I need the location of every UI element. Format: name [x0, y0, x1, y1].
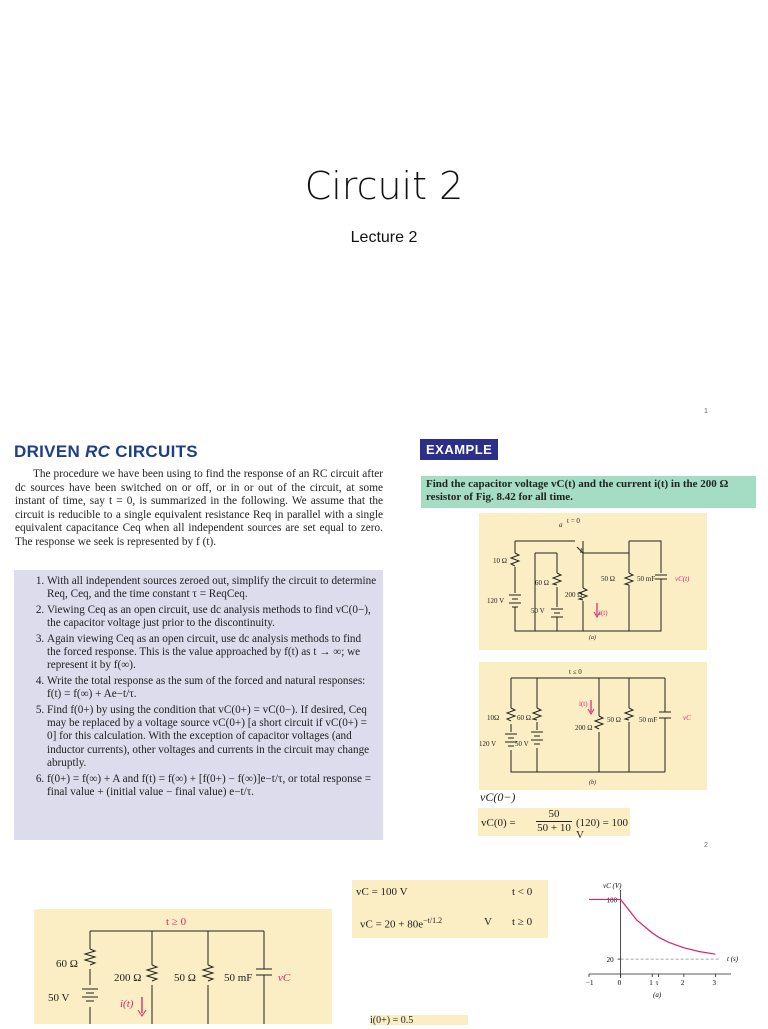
circuit-a-r3: 200 Ω	[565, 591, 583, 599]
circuit-b-caption: (b)	[589, 780, 596, 786]
vc0-eq-num: 50	[548, 808, 560, 820]
circuit-c-r2: 200 Ω	[114, 972, 142, 984]
response-equations	[352, 880, 548, 938]
circuit-b-r3: 200 Ω	[575, 724, 593, 732]
circuit-a-v2: 50 V	[531, 607, 545, 615]
graph-y-tick-label: 20	[606, 956, 614, 965]
resp-line2-lhs: vC = 20 + 80e	[360, 918, 424, 931]
circuit-b-vc: vC	[683, 714, 691, 722]
circuit-b-figure	[479, 662, 707, 790]
resp-line2-unit: V	[484, 916, 492, 928]
resp-line1-cond: t < 0	[512, 886, 533, 898]
circuit-a-t-label: t = 0	[567, 517, 580, 525]
procedure-step: 5. Find f(0+) by using the condition that vC(0+) = vC(0−). If desired, Ceq may be replaced by a voltage source vC(0+) [a short circuit if vC(0+) = 0] for this calculation. With the exception of capacitor voltages (and inductor currents), other voltages and currents in the circuit may change abruptly.	[47, 704, 377, 771]
response-graph-svg	[575, 878, 745, 1003]
circuit-c-diagram	[34, 909, 332, 1024]
circuit-c-r3: 50 Ω	[174, 972, 196, 984]
vc0-equation	[478, 808, 630, 841]
graph-x-tick-label: τ	[655, 979, 659, 987]
heading-italic: RC	[85, 442, 111, 461]
graph-y-tick-label: 100	[606, 896, 618, 905]
graph-ylabel: vC (V)	[603, 882, 622, 890]
circuit-c-cap: 50 mF	[224, 972, 253, 984]
procedure-box	[14, 570, 383, 840]
circuit-a-r1: 10 Ω	[493, 557, 507, 565]
heading-suffix: CIRCUITS	[110, 442, 198, 461]
graph-x-tick-label: −1	[586, 979, 594, 987]
graph-x-tick-label: 2	[680, 979, 685, 987]
circuit-c-r1: 60 Ω	[56, 958, 78, 970]
circuit-b-current: i(t)	[579, 700, 588, 708]
circuit-b-r2: 60 Ω	[517, 714, 531, 722]
graph-series-line	[589, 899, 716, 954]
circuit-a-cap: 50 mF	[637, 575, 656, 583]
circuit-a-v1: 120 V	[487, 597, 505, 605]
circuit-b-r1: 10Ω	[487, 714, 500, 722]
resp-line2-exp: −t/1.2	[423, 916, 443, 925]
vc0-eq-rhs: (120) = 100 V	[576, 817, 629, 841]
circuit-b-cap: 50 mF	[639, 716, 658, 724]
circuit-a-diagram	[479, 513, 707, 650]
intro-paragraph: The procedure we have been using to find the response of an RC circuit after dc sources have been switched on or off, or in or out of the circuit, at some instant of time, say t = 0, is summarized in the following. We assume that the circuit is reducible to a single equivalent resistance Req in parallel with a single equivalent capacitance Ceq when all independent sources are set equal to zero. The response we seek is represented by f (t).	[15, 468, 383, 548]
circuit-c-figure	[34, 909, 332, 1024]
page-number-2: 2	[704, 842, 708, 849]
slide-title: Circuit 2	[304, 164, 464, 208]
circuit-c-t-label: t ≥ 0	[166, 916, 187, 928]
circuit-c-v1: 50 V	[48, 992, 70, 1004]
section-heading	[14, 442, 198, 462]
vc0-eq-den: 50 + 10	[537, 822, 571, 834]
graph-xlabel: t (s)	[727, 955, 739, 963]
circuit-a-node-b: b	[580, 547, 584, 555]
circuit-a-current: i(t)	[599, 609, 608, 617]
resp-line2	[360, 916, 442, 931]
graph-x-tick-label: 3	[712, 979, 717, 987]
page-number-1: 1	[704, 408, 708, 415]
example-prompt: Find the capacitor voltage vC(t) and the current i(t) in the 200 Ω resistor of Fig. 8.42 for all time.	[421, 476, 756, 508]
graph-x-tick-label: 0	[617, 979, 622, 987]
circuit-c-vc: vC	[278, 972, 291, 984]
procedure-step: 2. Viewing Ceq as an open circuit, use dc analysis methods to find vC(0−), the capacitor voltage just prior to the discontinuity.	[47, 604, 377, 631]
circuit-b-diagram	[479, 662, 707, 790]
circuit-b-v2: 50 V	[515, 740, 529, 748]
procedure-step: 3. Again viewing Ceq as an open circuit, use dc analysis methods to find the forced response. This is the value approached by f(t) as t → ∞; we represent it by f(∞).	[47, 633, 377, 673]
procedure-list	[20, 575, 377, 800]
circuit-a-figure	[479, 513, 707, 650]
graph-x-tick-label: 1	[649, 979, 653, 987]
vc0-label: vC(0−)	[480, 790, 516, 804]
vc0-eq-lhs: vC(0) =	[481, 817, 516, 829]
example-badge: EXAMPLE	[420, 439, 498, 460]
bottom-partial-equation: i(0+) = 0.5	[370, 1015, 468, 1025]
circuit-c-current: i(t)	[120, 998, 134, 1010]
circuit-a-node-a: a	[559, 521, 563, 529]
graph-caption: (a)	[653, 991, 662, 999]
circuit-a-caption: (a)	[589, 635, 596, 641]
circuit-a-vc: vC(t)	[675, 575, 690, 583]
circuit-b-v1: 120 V	[479, 740, 497, 748]
response-graph	[575, 878, 745, 1003]
resp-line1-lhs: vC = 100 V	[356, 886, 408, 898]
circuit-a-r2: 60 Ω	[535, 579, 549, 587]
circuit-b-r4: 50 Ω	[607, 716, 621, 724]
circuit-a-r4: 50 Ω	[601, 575, 615, 583]
circuit-b-t-label: t ≤ 0	[569, 668, 582, 676]
procedure-step: 6. f(0+) = f(∞) + A and f(t) = f(∞) + [f(0+) − f(∞)]e−t/τ, or total response = final value + (initial value − final value) e−t/τ.	[47, 773, 377, 800]
slide-subtitle: Lecture 2	[350, 229, 418, 246]
procedure-step: 1. With all independent sources zeroed out, simplify the circuit to determine Req, Ceq, and the time constant τ = ReqCeq.	[47, 575, 377, 602]
procedure-step: 4. Write the total response as the sum of the forced and natural responses: f(t) = f(∞) + Ae−t/τ.	[47, 675, 377, 702]
heading-prefix: DRIVEN	[14, 442, 86, 461]
resp-line2-cond: t ≥ 0	[512, 916, 533, 928]
